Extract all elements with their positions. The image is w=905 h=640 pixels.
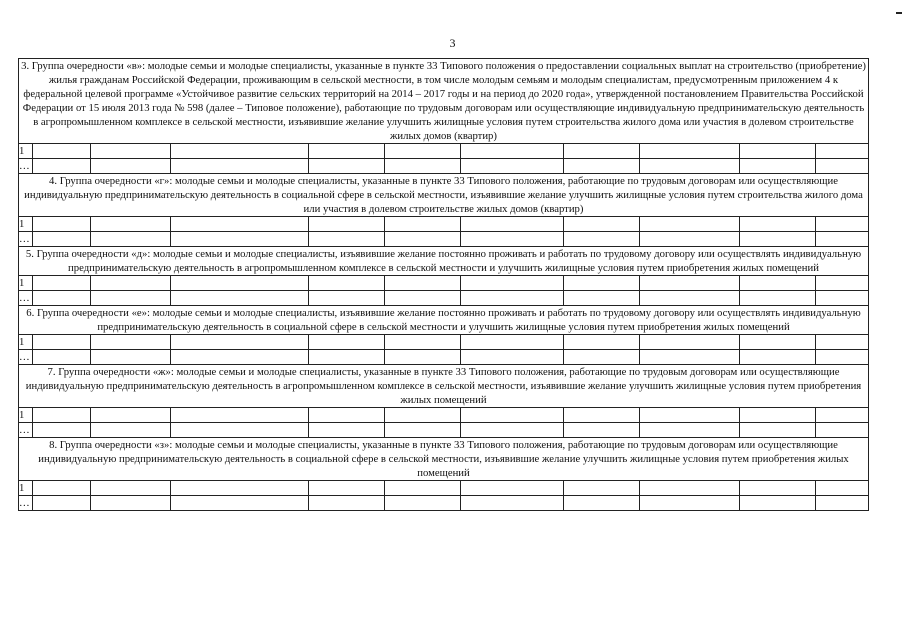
empty-cell [309, 496, 385, 511]
empty-cell [461, 276, 564, 291]
empty-cell [309, 144, 385, 159]
empty-cell [640, 291, 740, 306]
group-description: 5. Группа очередности «д»: молодые семьи и молодые специалисты, изъявившие желание постоянно проживать и работать по трудовому договору или осуществлять индивидуальную предпринимательскую деятельность в агропромышленном комплексе в сельской местности и улучшить жилищные условия путем приобретения жилых помещений [19, 247, 869, 276]
ellipsis-cell: … [19, 350, 33, 365]
empty-cell [33, 144, 91, 159]
ellipsis-cell: … [19, 423, 33, 438]
empty-cell [171, 159, 309, 174]
row-number-cell: 1 [19, 217, 33, 232]
empty-cell [740, 144, 816, 159]
row-number-cell: 1 [19, 335, 33, 350]
empty-cell [171, 291, 309, 306]
empty-cell [171, 276, 309, 291]
empty-cell [385, 159, 461, 174]
data-row [19, 144, 869, 159]
empty-cell [740, 481, 816, 496]
empty-cell [816, 496, 869, 511]
empty-cell [816, 276, 869, 291]
empty-cell [91, 423, 171, 438]
empty-cell [91, 144, 171, 159]
row-number-cell: 1 [19, 144, 33, 159]
empty-cell [816, 291, 869, 306]
empty-cell [309, 232, 385, 247]
empty-cell [740, 335, 816, 350]
data-row [19, 408, 869, 423]
empty-cell [385, 144, 461, 159]
data-row [19, 276, 869, 291]
empty-cell [740, 276, 816, 291]
empty-cell [461, 335, 564, 350]
empty-cell [640, 159, 740, 174]
empty-cell [740, 496, 816, 511]
empty-cell [385, 217, 461, 232]
empty-cell [91, 217, 171, 232]
empty-cell [640, 423, 740, 438]
empty-cell [91, 496, 171, 511]
group-header-row [19, 438, 869, 481]
empty-cell [564, 481, 640, 496]
empty-cell [385, 496, 461, 511]
empty-cell [816, 408, 869, 423]
empty-cell [91, 350, 171, 365]
empty-cell [33, 217, 91, 232]
row-number-cell: 1 [19, 276, 33, 291]
empty-cell [33, 159, 91, 174]
empty-cell [385, 291, 461, 306]
empty-cell [640, 496, 740, 511]
empty-cell [740, 159, 816, 174]
group-description: 3. Группа очередности «в»: молодые семьи и молодые специалисты, указанные в пункте 33 Типового положения о предоставлении социальных выплат на строительство (приобретение) жилья гражданам Российской Федерации, проживающим в сельской местности, в том числе молодым семьям и молодым специалистам, предусмотренным приложением 4 к федеральной целевой программе «Устойчивое развитие сельских территорий на 2014 – 2017 годы и на период до 2020 года», утвержденной постановлением Правительства Российской Федерации от 15 июля 2013 года № 598 (далее – Типовое положение), работающие по трудовым договорам или осуществляющие индивидуальную предпринимательскую деятельность в агропромышленном комплексе в сельской местности, изъявившие желание улучшить жилищные условия путем строительства жилого дома или участия в долевом строительстве жилых домов (квартир) [19, 59, 869, 144]
empty-cell [740, 291, 816, 306]
empty-cell [91, 232, 171, 247]
corner-dash-mark [896, 12, 902, 14]
page-number: 3 [449, 36, 456, 50]
empty-cell [461, 232, 564, 247]
empty-cell [309, 423, 385, 438]
empty-cell [309, 335, 385, 350]
ellipsis-row [19, 496, 869, 511]
empty-cell [171, 496, 309, 511]
empty-cell [33, 423, 91, 438]
empty-cell [564, 144, 640, 159]
empty-cell [564, 423, 640, 438]
empty-cell [309, 350, 385, 365]
empty-cell [171, 232, 309, 247]
group-header-row [19, 306, 869, 335]
empty-cell [640, 232, 740, 247]
empty-cell [385, 232, 461, 247]
table-body [19, 59, 869, 511]
ellipsis-cell: … [19, 496, 33, 511]
empty-cell [816, 335, 869, 350]
ellipsis-row [19, 159, 869, 174]
empty-cell [309, 276, 385, 291]
empty-cell [33, 291, 91, 306]
empty-cell [309, 159, 385, 174]
empty-cell [33, 232, 91, 247]
empty-cell [461, 423, 564, 438]
empty-cell [640, 408, 740, 423]
empty-cell [91, 481, 171, 496]
empty-cell [171, 423, 309, 438]
empty-cell [33, 335, 91, 350]
empty-cell [640, 217, 740, 232]
empty-cell [816, 481, 869, 496]
empty-cell [564, 232, 640, 247]
empty-cell [171, 350, 309, 365]
empty-cell [740, 408, 816, 423]
empty-cell [740, 232, 816, 247]
priority-groups-table [18, 58, 869, 511]
empty-cell [91, 276, 171, 291]
group-header-row [19, 365, 869, 408]
empty-cell [740, 423, 816, 438]
empty-cell [309, 481, 385, 496]
group-header-row [19, 59, 869, 144]
group-description: 4. Группа очередности «г»: молодые семьи и молодые специалисты, указанные в пункте 33 Типового положения, работающие по трудовым договорам или осуществляющие индивидуальную предпринимательскую деятельность в социальной сфере в сельской местности, изъявившие желание улучшить жилищные условия путем строительства жилого дома или участия в долевом строительстве жилых домов (квартир) [19, 174, 869, 217]
empty-cell [91, 291, 171, 306]
empty-cell [461, 217, 564, 232]
empty-cell [33, 408, 91, 423]
empty-cell [740, 350, 816, 365]
empty-cell [640, 276, 740, 291]
empty-cell [461, 350, 564, 365]
empty-cell [171, 144, 309, 159]
empty-cell [564, 291, 640, 306]
empty-cell [385, 481, 461, 496]
empty-cell [740, 217, 816, 232]
group-description: 7. Группа очередности «ж»: молодые семьи и молодые специалисты, указанные в пункте 33 Типового положения, работающие по трудовым договорам или осуществляющие индивидуальную предпринимательскую деятельность в агропромышленном комплексе в сельской местности, изъявившие желание улучшить жилищные условия путем приобретения жилых помещений [19, 365, 869, 408]
empty-cell [461, 408, 564, 423]
group-header-row [19, 174, 869, 217]
empty-cell [564, 408, 640, 423]
ellipsis-row [19, 232, 869, 247]
empty-cell [640, 144, 740, 159]
row-number-cell: 1 [19, 408, 33, 423]
empty-cell [564, 335, 640, 350]
empty-cell [461, 291, 564, 306]
empty-cell [91, 335, 171, 350]
empty-cell [816, 144, 869, 159]
empty-cell [385, 408, 461, 423]
data-row [19, 217, 869, 232]
empty-cell [309, 291, 385, 306]
ellipsis-row [19, 350, 869, 365]
empty-cell [385, 335, 461, 350]
group-description: 8. Группа очередности «з»: молодые семьи и молодые специалисты, указанные в пункте 33 Типового положения, работающие по трудовым договорам или осуществляющие индивидуальную предпринимательскую деятельность в социальной сфере в сельской местности, изъявившие желание улучшить жилищные условия путем приобретения жилых помещений [19, 438, 869, 481]
ellipsis-cell: … [19, 291, 33, 306]
ellipsis-row [19, 291, 869, 306]
ellipsis-row [19, 423, 869, 438]
empty-cell [309, 408, 385, 423]
empty-cell [385, 423, 461, 438]
empty-cell [461, 496, 564, 511]
empty-cell [816, 423, 869, 438]
data-row [19, 481, 869, 496]
row-number-cell: 1 [19, 481, 33, 496]
empty-cell [564, 350, 640, 365]
empty-cell [33, 276, 91, 291]
empty-cell [640, 335, 740, 350]
empty-cell [91, 159, 171, 174]
empty-cell [564, 276, 640, 291]
empty-cell [816, 232, 869, 247]
ellipsis-cell: … [19, 232, 33, 247]
empty-cell [816, 217, 869, 232]
empty-cell [385, 350, 461, 365]
empty-cell [171, 481, 309, 496]
empty-cell [461, 481, 564, 496]
empty-cell [816, 350, 869, 365]
empty-cell [640, 481, 740, 496]
empty-cell [564, 496, 640, 511]
empty-cell [171, 335, 309, 350]
ellipsis-cell: … [19, 159, 33, 174]
empty-cell [309, 217, 385, 232]
empty-cell [564, 217, 640, 232]
empty-cell [461, 159, 564, 174]
empty-cell [385, 276, 461, 291]
empty-cell [640, 350, 740, 365]
empty-cell [33, 496, 91, 511]
empty-cell [171, 217, 309, 232]
empty-cell [33, 350, 91, 365]
group-description: 6. Группа очередности «е»: молодые семьи и молодые специалисты, изъявившие желание постоянно проживать и работать по трудовому договору или осуществлять индивидуальную предпринимательскую деятельность в социальной сфере в сельской местности и улучшить жилищные условия путем приобретения жилых помещений [19, 306, 869, 335]
empty-cell [171, 408, 309, 423]
empty-cell [461, 144, 564, 159]
group-header-row [19, 247, 869, 276]
data-row [19, 335, 869, 350]
empty-cell [33, 481, 91, 496]
empty-cell [564, 159, 640, 174]
empty-cell [816, 159, 869, 174]
empty-cell [91, 408, 171, 423]
